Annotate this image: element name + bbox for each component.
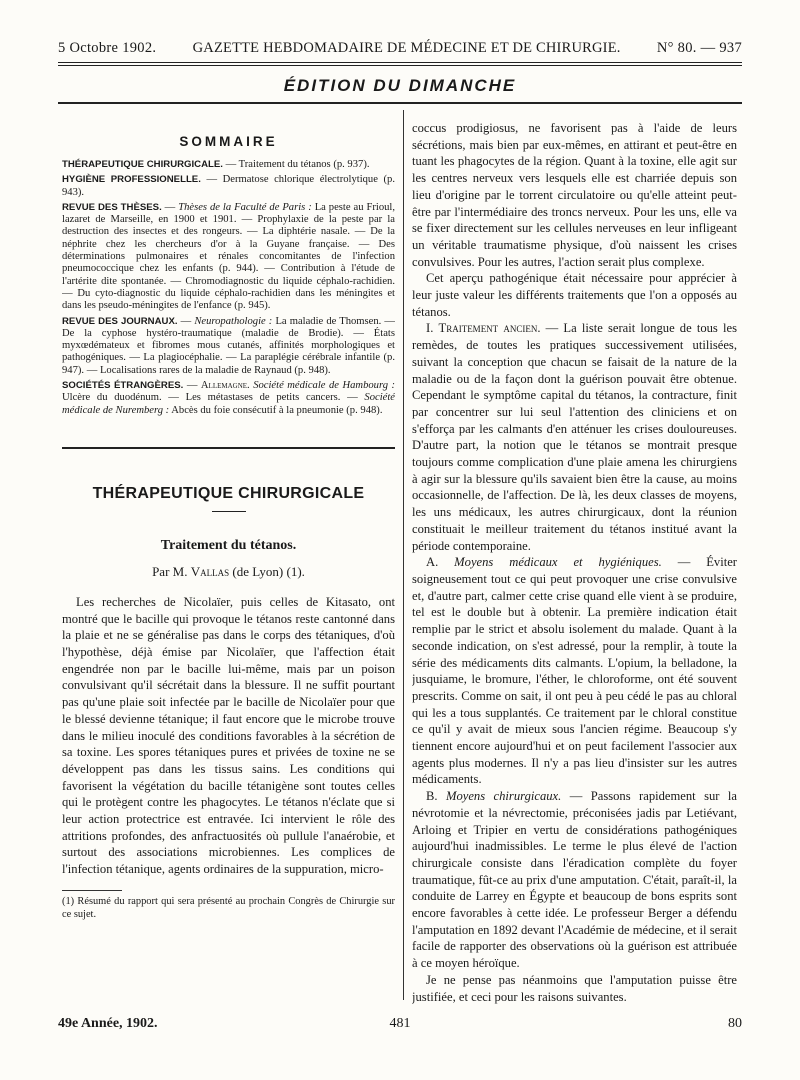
sommaire-entry-source: Neuropathologie : [194, 315, 273, 327]
article-title: Traitement du tétanos. [160, 537, 297, 553]
right-column [412, 120, 737, 1006]
header-rule-2 [58, 65, 742, 66]
paragraph-text: — Éviter soigneusement tout ce qui peut provoquer une crise convulsive et, d'autre part, calmer cette crise quand elle vient à se produire, tel est le double but à obtenir. La première indication était remplie par le strict et absolu isolement du malade. Quant à la seconde indication, on s'est adressé, pour la remplir, à toute la série des médicaments dits calmants. L'opium, la belladone, la jusquiame, le bromure, l'éther, le chloroforme, ont été souvent prescrits. Comme on sait, il ont peu à peu cédé le pas au chloral qui les a tous supplantés. Ce traitement par le chloral constitue ce qu'il y avait de mieux sous l'ancien régime. Beaucoup s'y tiennent encore aujourd'hui et on peut facilement l'associer aux agents plus modernes. Il n'y a pas lieu d'insister sur les autres médicaments. [412, 555, 737, 787]
footnote-rule [62, 890, 122, 891]
author-name: Vallas [190, 563, 230, 579]
running-head [58, 40, 742, 57]
volume-year: 49e Année, 1902. [58, 1016, 158, 1031]
article-paragraph: Les recherches de Nicolaïer, puis celles de Kitasato, ont montré que le bacille qui provoque le tétanos reste cantonné dans la plaie et ne se généralise pas dans le corps des tétaniques, d'où l'hypothèse, déjà émise par Nicolaïer, que l'affection était engendrée non par le bacille lui-même, mais par un poison convulsivant qu'il sécrétait dans la blessure. Il ne suffit pourtant pas qu'une plaie soit infectée par le bacille de Nicolaïer pour que le blessé devienne tétanique; il faut encore que le microbe trouve dans le milieu inoculé des conditions favorables à la sécrétion de sa toxine. Les spores tétaniques pures et privées de toxine ne se développent pas dans les tissus sains. Les conditions qui favorisent la végétation du bacille tétanigène sont toutes celles qui le protègent contre les phagocytes. Le tétanos n'éclate que si leur action protectrice est entravée. Ici intervient le rôle des attritions profondes, des anfractuosités où pullule l'anaérobie, et surtout des associations microbiennes. Les complices de l'infection tétanique, agents ordinaires de la suppuration, micro- [62, 594, 395, 877]
byline-prefix: Par M. [152, 563, 191, 579]
sommaire-heading: SOMMAIRE [179, 134, 278, 149]
sommaire-entry-dash: — [161, 201, 179, 213]
article-paragraph: coccus prodigiosus, ne favorisent pas à l'aide de leurs sécrétions, mais bien par eux-mêmes, en attirant et peut-être en tuant les phagocytes de la région. Quant à la toxine, elle agit sur les centres nerveux vers lesquels elle est charriée depuis son lieu d'origine par le torrent circulatoire ou qu'elle atteint peut-être par l'intermédiaire des troncs nerveux. Pour les uns, elle va se fixer directement sur les cellules nerveuses en leur infligeant un véritable traumatisme physique, d'où naissent les crises convulsives. Pour les autres, l'action serait plus complexe. [412, 121, 737, 269]
paragraph-text: — Passons rapidement sur la névrotomie et la névrectomie, préconisées jadis par Letiévant, Arloing et Tripier en vertu de considérations pathogéniques aujourd'hui inadmissibles. Le terme le plus élevé de l'action chirurgicale consiste dans l'éradication complète du foyer traumatique, fût-ce au prix d'une amputation. C'était, paraît-il, la conduite de Larrey en Égypte et beaucoup de bons esprits sont encore favorables à cette idée. Le professeur Berger a défendu l'amputation en 1892 devant l'Académie de médecine, et il serait facile de rapporter des observations où la guérison est attribuée à ce moyen héroïque. [412, 789, 737, 971]
section-title: THÉRAPEUTIQUE CHIRURGICALE [92, 484, 365, 502]
footnote: (1) Résumé du rapport qui sera présenté au prochain Congrès de Chirurgie sur ce sujet. [62, 895, 395, 920]
article-paragraph: Cet aperçu pathogénique était nécessaire pour apprécier à leur juste valeur les différents traitements que l'on a opposés au tétanos. [412, 271, 737, 319]
sommaire-entry [62, 316, 395, 377]
sommaire-entry-text: La maladie de Thomsen. — De la cyphose hystéro-traumatique (maladie de Brodie). — États myxœdémateux et fibromes mous cutanés, affinités morphologiques et pathogéniques. — La plagiocéphalie. — La paraplégie cérébrale infantile (p. 947). — Localisations rares de la maladie de Raynaud (p. 948). [62, 315, 395, 376]
sommaire-entry-text: Ulcère du duodénum. — Les métastases de petits cancers. — [62, 392, 365, 404]
sommaire-entry-head: REVUE DES THÈSES. [62, 201, 162, 213]
sommaire-entry [62, 202, 395, 313]
sommaire-entry [62, 380, 395, 417]
paragraph-number: B. [426, 789, 446, 804]
sommaire-entry-text: La peste au Frioul, lazaret de Marseille, en 1900 et 1901. — Prophylaxie de la peste par la destruction des insectes et des rongeurs. — La diphtérie nasale. — De la néphrite chez les chercheurs d'or à la Guyane française. — Des déterminations pulmonaires et rénales concomitantes de l'infection pneumococcique chez les enfants (p. 944). — Contribution à l'étude de l'artérite dite spontanée. — Chromodiagnostic du liquide céphalo-rachidien. — Du cyto-diagnostic du liquide céphalo-rachidien dans les méningites et dans les pseudo-méningites de l'enfance (p. 945). [62, 201, 395, 312]
sommaire-entry-head: HYGIÈNE PROFESSIONELLE. [62, 174, 201, 186]
sommaire-entry-head: THÉRAPEUTIQUE CHIRURGICALE. [62, 159, 223, 170]
sommaire-entry-text-2: Abcès du foie consécutif à la pneumonie (p. 948). [169, 404, 383, 416]
sommaire-entry-source-2: Société médicale de Nuremberg : [62, 392, 395, 416]
left-column [62, 120, 395, 1006]
paragraph-text: — La liste serait longue de tous les remèdes, de toutes les pratiques successivement utilisées, suivant la conception que chacun se faisait de la nature de la maladie ou de la façon dont la guérison pouvait être obtenue. Cependant le symptôme capital du tétanos, la contracture, finit par concentrer sur lui seul l'attention des cliniciens et on s'efforça par les calmants d'en atténuer les crises douloureuses. D'autre part, la notion que le tétanos se montrait presque toujours comme complication d'une plaie amena les chirurgiens à agir sur la blessure qu'ils savaient bien être la cause, au moins occasionnelle, de l'affection. De là, les deux classes de moyens, les uns médicaux, les autres chirurgicaux, dont la réunion constituait le meilleur traitement du tétanos institué avant la période contemporaine. [412, 321, 737, 553]
edition-banner: ÉDITION DU DIMANCHE [283, 76, 517, 95]
sheet-number: 80 [728, 1016, 742, 1031]
article-paragraph [412, 1005, 737, 1006]
article-paragraph [412, 554, 737, 788]
sommaire-entry [62, 174, 395, 199]
paragraph-heading: Moyens médicaux et hygiéniques. [454, 555, 662, 570]
issue-date: 5 Octobre 1902. [58, 40, 157, 56]
issue-page-number: N° 80. — 937 [656, 40, 742, 56]
header-rule [58, 62, 742, 63]
page-footer [58, 1016, 742, 1032]
article-paragraph: Je ne pense pas néanmoins que l'amputation puisse être justifiée, et ceci pour les raisons suivantes. [412, 972, 737, 1004]
article-paragraph [412, 320, 737, 554]
footer-page-number: 481 [389, 1016, 411, 1031]
sommaire-end-rule [62, 447, 395, 449]
sommaire-entry-head: REVUE DES JOURNAUX. [62, 315, 178, 327]
sommaire-entry-text: — Traitement du tétanos (p. 937). [222, 159, 370, 170]
sommaire-entry-source: Société médicale de Hambourg : [249, 380, 395, 392]
paragraph-heading: Moyens chirurgicaux. [445, 789, 562, 804]
section-ornament-rule [212, 511, 246, 512]
journal-title: GAZETTE HEBDOMADAIRE DE MÉDECINE ET DE CHIRURGIE. [192, 40, 621, 56]
sommaire-entry-source: Thèses de la Faculté de Paris : [178, 201, 312, 213]
paragraph-number: I. [426, 321, 439, 336]
sommaire-entry-text: — Dermatose chlorique électrolytique (p. 943). [62, 174, 395, 198]
edition-rule [58, 102, 742, 104]
sommaire-entry-dash: — [177, 315, 195, 327]
paragraph-number: A. [426, 555, 455, 570]
byline-suffix: (de Lyon) (1). [229, 563, 305, 579]
article-byline [62, 564, 395, 580]
sommaire-entry-head: SOCIÉTÉS ÉTRANGÈRES. [62, 380, 184, 392]
column-divider [403, 110, 404, 1000]
paragraph-heading: Traitement ancien. [438, 321, 541, 336]
sommaire-entry-dash: — [183, 380, 201, 392]
sommaire-entry-country: Allemagne. [200, 380, 250, 392]
article-paragraph [412, 788, 737, 972]
sommaire-entry [62, 159, 395, 171]
